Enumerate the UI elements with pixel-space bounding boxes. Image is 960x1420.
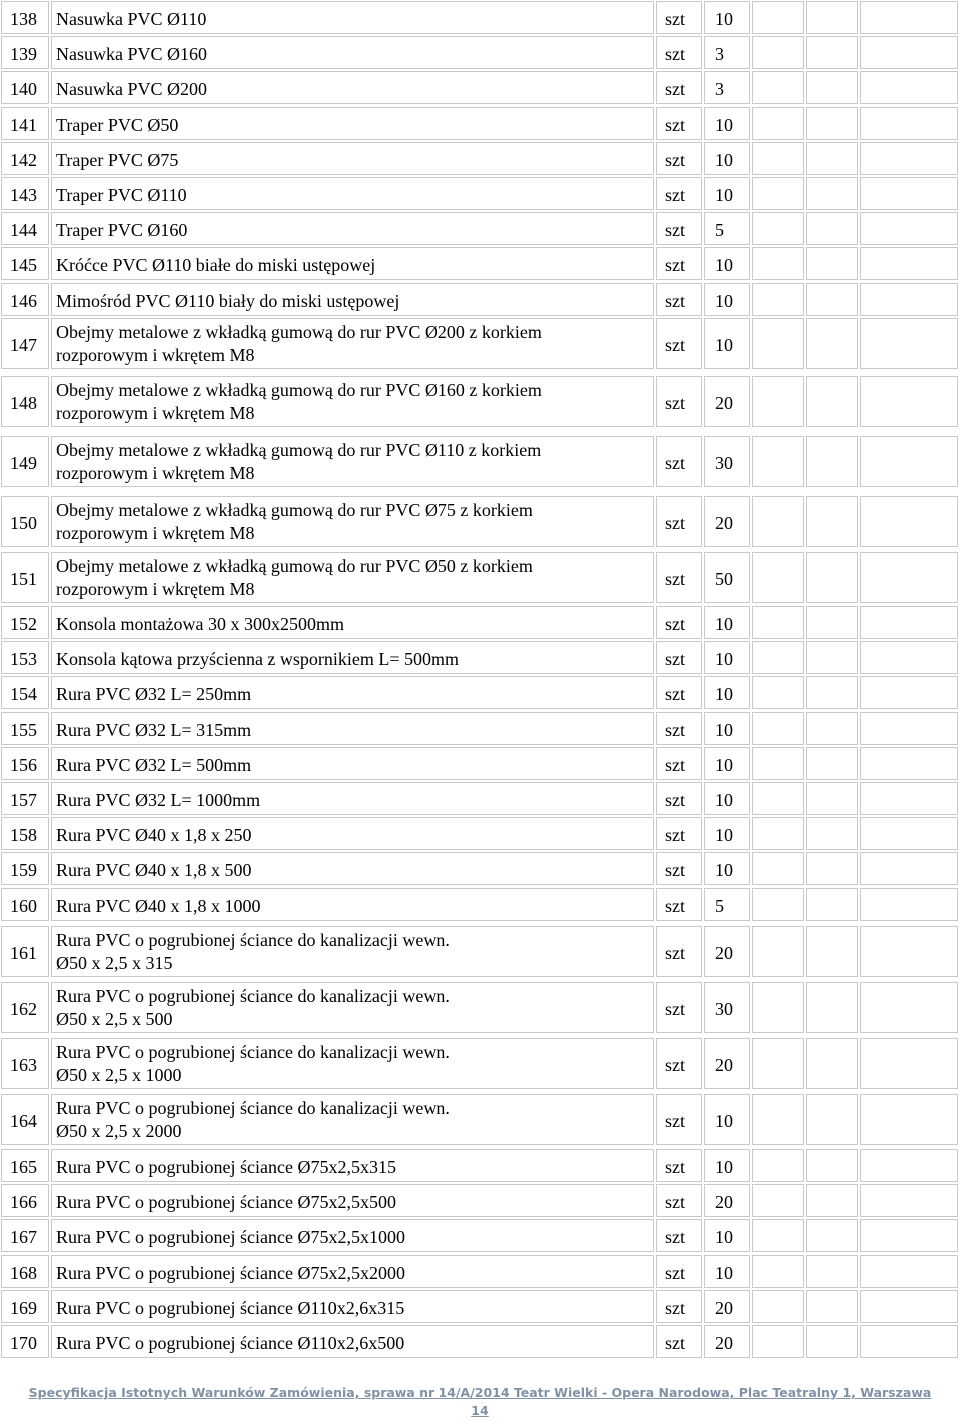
item-number: 161 (10, 943, 37, 963)
item-quantity: 20 (715, 1055, 733, 1075)
item-unit: szt (665, 9, 685, 29)
item-unit: szt (665, 1297, 685, 1318)
item-number: 149 (10, 453, 37, 473)
cell-e1 (752, 1255, 804, 1288)
cell-e2 (806, 1255, 858, 1288)
table-row (0, 1290, 960, 1323)
item-quantity: 10 (715, 335, 733, 355)
cell-e2 (806, 606, 858, 639)
item-description: Rura PVC Ø32 L= 1000mm (56, 790, 261, 810)
item-unit: szt (665, 754, 685, 775)
table-row (0, 552, 960, 603)
cell-e3 (860, 1149, 958, 1182)
table-row (0, 606, 960, 639)
item-description-line: Obejmy metalowe z wkładką gumową do rur PVC Ø200 z korkiem (56, 322, 542, 342)
cell-e2 (806, 283, 858, 316)
cell-e2 (806, 1325, 858, 1358)
cell-e3 (860, 212, 958, 245)
table-row (0, 436, 960, 487)
item-number: 170 (10, 1333, 37, 1353)
cell-e3 (860, 1038, 958, 1089)
item-description: Traper PVC Ø75 (56, 149, 179, 170)
item-quantity: 10 (715, 790, 733, 810)
cell-e1 (752, 376, 804, 427)
item-unit: szt (665, 999, 685, 1019)
cell-e3 (860, 676, 958, 709)
cell-e1 (752, 676, 804, 709)
cell-e2 (806, 318, 858, 369)
cell-e3 (860, 1255, 958, 1288)
cell-e1 (752, 1149, 804, 1182)
item-description: Rura PVC Ø32 L= 500mm (56, 754, 252, 775)
item-unit: szt (665, 149, 685, 170)
cell-e1 (752, 782, 804, 815)
item-number: 162 (10, 999, 37, 1019)
item-unit: szt (665, 1055, 685, 1075)
cell-e1 (752, 552, 804, 603)
item-number: 159 (10, 860, 37, 881)
cell-e1 (752, 283, 804, 316)
item-unit: szt (665, 453, 685, 473)
table-row (0, 247, 960, 280)
item-quantity: 30 (715, 453, 733, 473)
table-row (0, 107, 960, 140)
cell-e3 (860, 1, 958, 34)
cell-e3 (860, 982, 958, 1033)
cell-e1 (752, 1290, 804, 1323)
item-quantity: 5 (715, 220, 724, 241)
item-number: 164 (10, 1111, 37, 1131)
cell-e2 (806, 926, 858, 977)
cell-e3 (860, 1290, 958, 1323)
table-row (0, 1, 960, 34)
item-description-line: Obejmy metalowe z wkładką gumową do rur PVC Ø110 z korkiem (56, 440, 542, 460)
cell-e1 (752, 1184, 804, 1217)
item-description-line: Rura PVC o pogrubionej ściance do kanalizacji wewn. (56, 1042, 450, 1062)
cell-e3 (860, 283, 958, 316)
item-number: 147 (10, 335, 37, 355)
item-number: 156 (10, 754, 37, 775)
item-number: 150 (10, 513, 37, 533)
cell-e2 (806, 376, 858, 427)
item-description: Rura PVC Ø32 L= 315mm (56, 719, 252, 740)
item-unit: szt (665, 290, 685, 311)
item-quantity: 20 (715, 513, 733, 533)
cell-qty (704, 36, 750, 69)
cell-e1 (752, 982, 804, 1033)
cell-e1 (752, 142, 804, 175)
item-number: 153 (10, 649, 37, 670)
item-unit: szt (665, 895, 685, 916)
item-unit: szt (665, 1333, 685, 1353)
item-number: 145 (10, 255, 37, 276)
cell-e2 (806, 177, 858, 210)
item-number: 151 (10, 569, 37, 589)
item-number: 166 (10, 1192, 37, 1213)
cell-e1 (752, 747, 804, 780)
item-description-line: Rura PVC o pogrubionej ściance do kanalizacji wewn. (56, 930, 450, 950)
cell-e3 (860, 496, 958, 547)
cell-e3 (860, 926, 958, 977)
cell-e2 (806, 817, 858, 850)
cell-e3 (860, 1094, 958, 1145)
item-unit: szt (665, 684, 685, 705)
item-number: 138 (10, 9, 37, 29)
table-row (0, 1184, 960, 1217)
table-row (0, 177, 960, 210)
item-number: 139 (10, 44, 37, 65)
item-unit: szt (665, 825, 685, 846)
table-row (0, 747, 960, 780)
item-quantity: 30 (715, 999, 733, 1019)
item-unit: szt (665, 790, 685, 810)
cell-e1 (752, 888, 804, 921)
cell-e3 (860, 888, 958, 921)
cell-e2 (806, 36, 858, 69)
item-description: Rura PVC Ø40 x 1,8 x 250 (56, 825, 252, 846)
cell-e3 (860, 71, 958, 104)
cell-e2 (806, 888, 858, 921)
cell-e3 (860, 606, 958, 639)
item-number: 169 (10, 1297, 37, 1318)
item-description: Rura PVC Ø40 x 1,8 x 1000 (56, 895, 261, 916)
cell-e2 (806, 1290, 858, 1323)
cell-e3 (860, 782, 958, 815)
cell-e3 (860, 552, 958, 603)
cell-e2 (806, 1184, 858, 1217)
item-description: Rura PVC o pogrubionej ściance Ø110x2,6x315 (56, 1297, 405, 1318)
cell-qty (704, 71, 750, 104)
cell-e3 (860, 436, 958, 487)
item-unit: szt (665, 649, 685, 670)
item-number: 143 (10, 185, 37, 205)
item-description: Traper PVC Ø160 (56, 220, 188, 241)
cell-e2 (806, 712, 858, 745)
cell-e1 (752, 36, 804, 69)
item-description-line: rozporowym i wkrętem M8 (56, 463, 255, 483)
cell-e1 (752, 1038, 804, 1089)
item-quantity: 10 (715, 649, 733, 670)
cell-e2 (806, 247, 858, 280)
table-row (0, 926, 960, 977)
item-quantity: 3 (715, 79, 724, 100)
item-description: Konsola montażowa 30 x 300x2500mm (56, 614, 344, 634)
item-number: 152 (10, 614, 37, 634)
cell-e1 (752, 817, 804, 850)
item-description: Rura PVC o pogrubionej ściance Ø75x2,5x500 (56, 1192, 396, 1213)
cell-e3 (860, 712, 958, 745)
item-quantity: 10 (715, 149, 733, 170)
item-number: 154 (10, 684, 37, 705)
cell-e3 (860, 852, 958, 885)
item-number: 144 (10, 220, 37, 241)
table-row (0, 1094, 960, 1145)
table-row (0, 1149, 960, 1182)
table-row (0, 283, 960, 316)
item-description-line: rozporowym i wkrętem M8 (56, 579, 255, 599)
cell-e1 (752, 1, 804, 34)
cell-e3 (860, 1184, 958, 1217)
item-quantity: 3 (715, 44, 724, 65)
cell-e3 (860, 1325, 958, 1358)
item-quantity: 10 (715, 290, 733, 311)
table-row (0, 1038, 960, 1089)
cell-e2 (806, 552, 858, 603)
item-quantity: 10 (715, 1262, 733, 1283)
item-description: Rura PVC Ø40 x 1,8 x 500 (56, 860, 252, 881)
cell-e2 (806, 982, 858, 1033)
item-number: 148 (10, 393, 37, 413)
item-description-line: rozporowym i wkrętem M8 (56, 345, 255, 365)
item-number: 165 (10, 1157, 37, 1177)
cell-e2 (806, 107, 858, 140)
item-unit: szt (665, 185, 685, 205)
item-description: Nasuwka PVC Ø110 (56, 9, 207, 29)
cell-e2 (806, 71, 858, 104)
item-description-line: Obejmy metalowe z wkładką gumową do rur PVC Ø160 z korkiem (56, 380, 542, 400)
table-row (0, 982, 960, 1033)
item-number: 141 (10, 114, 37, 135)
cell-e3 (860, 36, 958, 69)
table-row (0, 888, 960, 921)
item-unit: szt (665, 255, 685, 276)
item-description: Traper PVC Ø50 (56, 114, 179, 135)
page-number: 14 (471, 1403, 489, 1418)
item-unit: szt (665, 614, 685, 634)
item-number: 157 (10, 790, 37, 810)
cell-e2 (806, 212, 858, 245)
cell-e3 (860, 107, 958, 140)
item-unit: szt (665, 1192, 685, 1213)
item-quantity: 10 (715, 1111, 733, 1131)
cell-e2 (806, 436, 858, 487)
cell-e1 (752, 71, 804, 104)
item-description: Rura PVC o pogrubionej ściance Ø75x2,5x1000 (56, 1227, 405, 1248)
item-quantity: 10 (715, 9, 733, 29)
item-quantity: 10 (715, 684, 733, 705)
cell-e1 (752, 852, 804, 885)
item-unit: szt (665, 860, 685, 881)
cell-qty (704, 212, 750, 245)
cell-e1 (752, 107, 804, 140)
table-row (0, 36, 960, 69)
item-description-line: rozporowym i wkrętem M8 (56, 403, 255, 423)
cell-e3 (860, 318, 958, 369)
cell-e1 (752, 641, 804, 674)
table-row (0, 318, 960, 369)
item-description: Króćce PVC Ø110 białe do miski ustępowej (56, 255, 376, 276)
item-number: 146 (10, 290, 37, 311)
cell-e2 (806, 782, 858, 815)
table-row (0, 71, 960, 104)
item-quantity: 10 (715, 860, 733, 881)
cell-e2 (806, 142, 858, 175)
cell-e2 (806, 1038, 858, 1089)
item-description-line: Rura PVC o pogrubionej ściance do kanalizacji wewn. (56, 986, 450, 1006)
footer-text: Specyfikacja Istotnych Warunków Zamówienia, sprawa nr 14/A/2014 Teatr Wielki - Opera Narodowa, Plac Teatralny 1, Warszawa (28, 1385, 932, 1400)
item-description: Rura PVC o pogrubionej ściance Ø75x2,5x2000 (56, 1262, 405, 1283)
item-description-line: Ø50 x 2,5 x 500 (56, 1009, 173, 1029)
item-number: 142 (10, 149, 37, 170)
cell-e1 (752, 712, 804, 745)
item-unit: szt (665, 719, 685, 740)
item-number: 158 (10, 825, 37, 846)
table-row (0, 1325, 960, 1358)
table-row (0, 782, 960, 815)
item-quantity: 10 (715, 114, 733, 135)
item-description: Mimośród PVC Ø110 biały do miski ustępowej (56, 290, 400, 311)
table-row (0, 676, 960, 709)
item-description: Rura PVC o pogrubionej ściance Ø75x2,5x315 (56, 1157, 396, 1177)
item-quantity: 20 (715, 1333, 733, 1353)
cell-e1 (752, 177, 804, 210)
cell-e1 (752, 318, 804, 369)
cell-e2 (806, 676, 858, 709)
item-description: Konsola kątowa przyścienna z wspornikiem L= 500mm (56, 649, 460, 670)
cell-e3 (860, 817, 958, 850)
cell-e1 (752, 212, 804, 245)
item-quantity: 5 (715, 895, 724, 916)
cell-e2 (806, 496, 858, 547)
item-description-line: Ø50 x 2,5 x 1000 (56, 1065, 182, 1085)
cell-e1 (752, 1219, 804, 1252)
cell-e2 (806, 1149, 858, 1182)
item-quantity: 10 (715, 1227, 733, 1248)
item-description-line: Obejmy metalowe z wkładką gumową do rur PVC Ø50 z korkiem (56, 556, 533, 576)
item-unit: szt (665, 393, 685, 413)
cell-e2 (806, 1094, 858, 1145)
item-quantity: 10 (715, 1157, 733, 1177)
item-number: 160 (10, 895, 37, 916)
item-number: 163 (10, 1055, 37, 1075)
item-description-line: Obejmy metalowe z wkładką gumową do rur PVC Ø75 z korkiem (56, 500, 533, 520)
cell-e1 (752, 1325, 804, 1358)
cell-e3 (860, 177, 958, 210)
cell-e2 (806, 1, 858, 34)
cell-e2 (806, 747, 858, 780)
cell-e1 (752, 606, 804, 639)
item-unit: szt (665, 335, 685, 355)
cell-qty (704, 888, 750, 921)
table-row (0, 496, 960, 547)
item-unit: szt (665, 1157, 685, 1177)
table-row (0, 852, 960, 885)
table-row (0, 712, 960, 745)
item-description-line: Ø50 x 2,5 x 2000 (56, 1121, 182, 1141)
cell-e3 (860, 747, 958, 780)
item-description: Nasuwka PVC Ø160 (56, 44, 207, 65)
item-unit: szt (665, 1262, 685, 1283)
item-quantity: 10 (715, 255, 733, 276)
item-description: Nasuwka PVC Ø200 (56, 79, 207, 100)
item-description: Rura PVC Ø32 L= 250mm (56, 684, 252, 705)
item-quantity: 10 (715, 754, 733, 775)
cell-e1 (752, 496, 804, 547)
table-row (0, 212, 960, 245)
cell-e2 (806, 1219, 858, 1252)
cell-e3 (860, 247, 958, 280)
item-unit: szt (665, 114, 685, 135)
cell-e3 (860, 1219, 958, 1252)
item-quantity: 20 (715, 393, 733, 413)
item-quantity: 10 (715, 719, 733, 740)
table-row (0, 641, 960, 674)
item-description: Traper PVC Ø110 (56, 185, 187, 205)
table-row (0, 142, 960, 175)
item-quantity: 20 (715, 1297, 733, 1318)
item-description-line: Rura PVC o pogrubionej ściance do kanalizacji wewn. (56, 1098, 450, 1118)
cell-e2 (806, 852, 858, 885)
cell-e3 (860, 376, 958, 427)
table-row (0, 1255, 960, 1288)
item-description-line: Ø50 x 2,5 x 315 (56, 953, 173, 973)
table-row (0, 817, 960, 850)
item-quantity: 10 (715, 614, 733, 634)
item-number: 167 (10, 1227, 37, 1248)
cell-e1 (752, 436, 804, 487)
item-description-line: rozporowym i wkrętem M8 (56, 523, 255, 543)
item-unit: szt (665, 1111, 685, 1131)
cell-e2 (806, 641, 858, 674)
table-row (0, 376, 960, 427)
table-row (0, 1219, 960, 1252)
item-quantity: 20 (715, 943, 733, 963)
page-footer (0, 1384, 960, 1420)
item-unit: szt (665, 943, 685, 963)
item-unit: szt (665, 1227, 685, 1248)
item-number: 140 (10, 79, 37, 100)
item-number: 168 (10, 1262, 37, 1283)
item-unit: szt (665, 79, 685, 100)
item-unit: szt (665, 220, 685, 241)
cell-e1 (752, 247, 804, 280)
item-unit: szt (665, 513, 685, 533)
cell-e1 (752, 1094, 804, 1145)
cell-e3 (860, 142, 958, 175)
cell-e1 (752, 926, 804, 977)
item-unit: szt (665, 569, 685, 589)
item-quantity: 20 (715, 1192, 733, 1213)
item-unit: szt (665, 44, 685, 65)
item-quantity: 10 (715, 185, 733, 205)
item-quantity: 50 (715, 569, 733, 589)
item-number: 155 (10, 719, 37, 740)
item-quantity: 10 (715, 825, 733, 846)
cell-e3 (860, 641, 958, 674)
item-description: Rura PVC o pogrubionej ściance Ø110x2,6x500 (56, 1333, 405, 1353)
